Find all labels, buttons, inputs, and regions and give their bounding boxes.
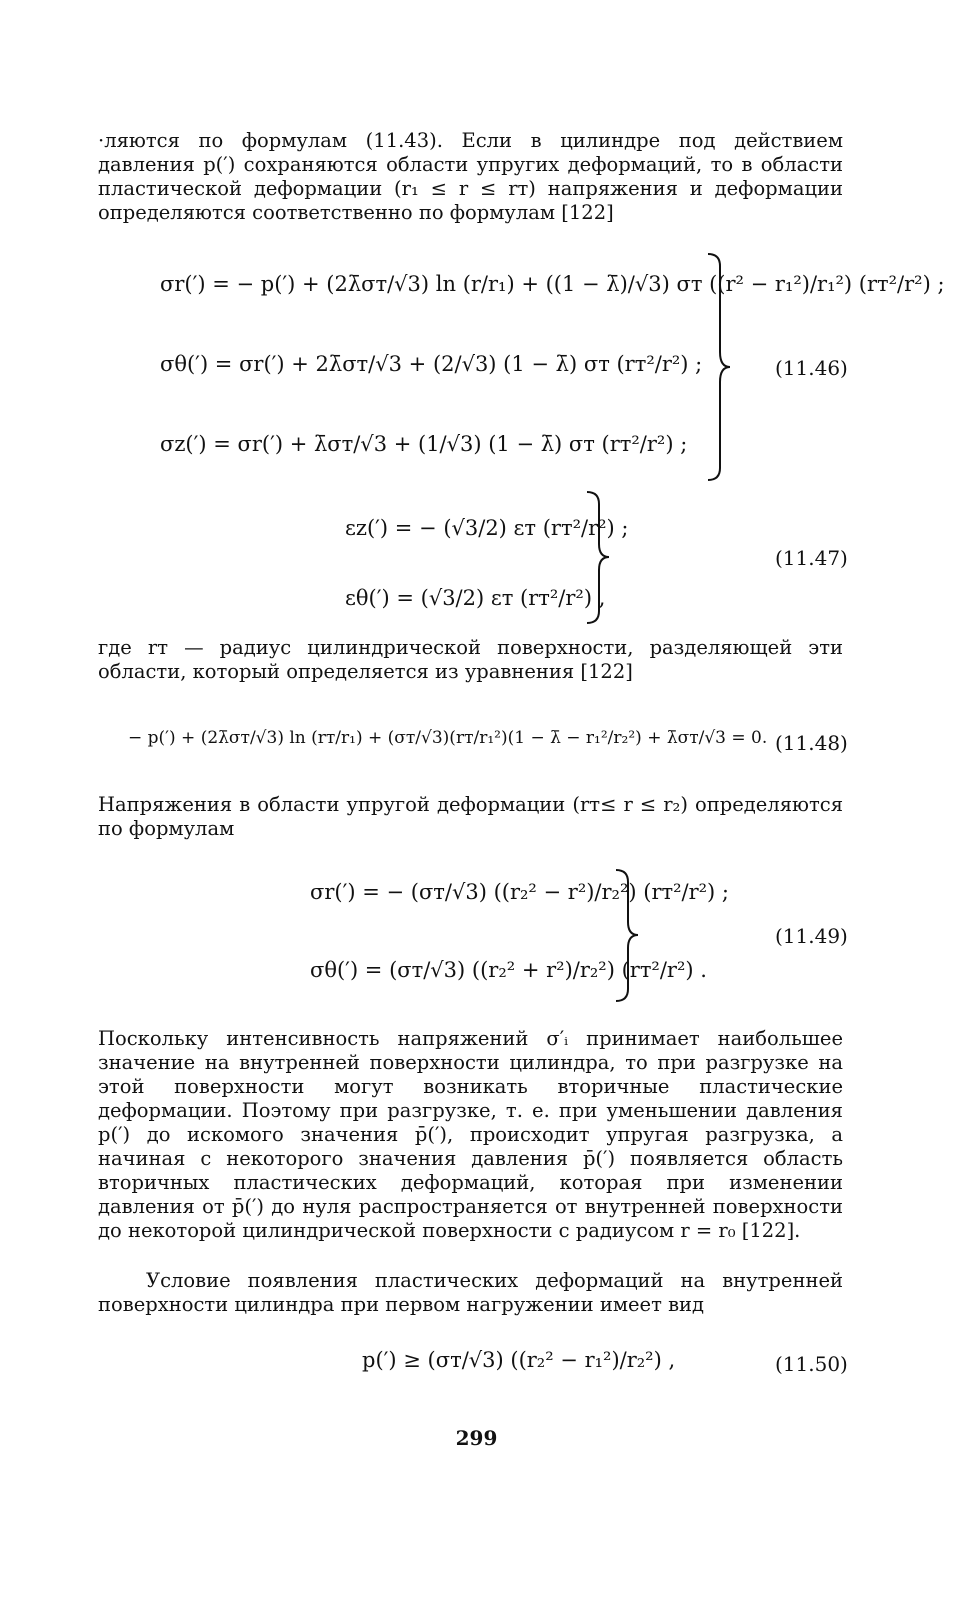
equation-11-49-sigma-r: σr(′) = − (σт/√3) ((r₂² − r²)/r₂²) (rт²/r²) ; [310, 880, 729, 904]
equation-number-11-46: (11.46) [775, 356, 848, 380]
paragraph-plastic-condition: Условие появления пластических деформаций на внутренней поверхности цилиндра при первом нагружении имеет вид [98, 1269, 843, 1316]
equation-11-46-sigma-r: σr(′) = − p(′) + (2λ̄σт/√3) ln (r/r₁) + ((1 − λ̄)/√3) σт ((r² − r₁²)/r₁²) (rт²/r²) ; [160, 272, 945, 296]
equation-11-47-epsilon-z: εz(′) = − (√3/2) εт (rт²/r²) ; [345, 516, 629, 540]
equation-number-11-48: (11.48) [775, 731, 848, 755]
equation-number-11-49: (11.49) [775, 924, 848, 948]
equation-number-11-47: (11.47) [775, 546, 848, 570]
paragraph-unloading: Поскольку интенсивность напряжений σ′ᵢ принимает наибольшее значение на внутренней поверхности цилиндра, то при разгрузке на этой поверхности могут возникать вторичные пластические деформации. Поэтому при разгрузке, т. е. при уменьшении давления p(′) до искомого значения p̄(′), происходит упругая разгрузка, а начиная с некоторого значения давления p̄(′) появляется область вторичных пластических деформаций, которая при изменении давления от p̄(′) до нуля распространяется от внутренней поверхности до некоторой цилиндрической поверхности с радиусом r = r₀ [122]. [98, 1027, 843, 1242]
equation-number-11-50: (11.50) [775, 1352, 848, 1376]
equation-11-49-sigma-theta: σθ(′) = (σт/√3) ((r₂² + r²)/r₂²) (rт²/r²) . [310, 958, 707, 982]
equation-11-47-epsilon-theta: εθ(′) = (√3/2) εт (rт²/r²) , [345, 586, 606, 610]
right-brace-11-46 [704, 252, 734, 482]
page-number: 299 [455, 1426, 498, 1450]
equation-11-46-sigma-theta: σθ(′) = σr(′) + 2λ̄σт/√3 + (2/√3) (1 − λ̄) σт (rт²/r²) ; [160, 352, 703, 376]
equation-11-46-sigma-z: σz(′) = σr(′) + λ̄σт/√3 + (1/√3) (1 − λ̄) σт (rт²/r²) ; [160, 432, 688, 456]
paragraph-elastic-region: Напряжения в области упругой деформации (rт≤ r ≤ r₂) определяются по формулам [98, 793, 843, 840]
right-brace-11-47 [583, 490, 613, 625]
paragraph-intro: ·ляются по формулам (11.43). Если в цилиндре под действием давления p(′) сохраняются области упругих деформаций, то в области пластической деформации (r₁ ≤ r ≤ rт) напряжения и деформации определяются соответственно по формулам [122] [98, 129, 843, 224]
equation-11-50: p(′) ≥ (σт/√3) ((r₂² − r₁²)/r₂²) , [362, 1348, 676, 1372]
equation-11-48: − p(′) + (2λ̄σт/√3) ln (rт/r₁) + (σт/√3)(rт/r₁²)(1 − λ̄ − r₁²/r₂²) + λ̄σт/√3 = 0. [128, 728, 768, 748]
right-brace-11-49 [612, 868, 642, 1003]
paragraph-radius-definition: где rт — радиус цилиндрической поверхности, разделяющей эти области, который определяется из уравнения [122] [98, 636, 843, 683]
